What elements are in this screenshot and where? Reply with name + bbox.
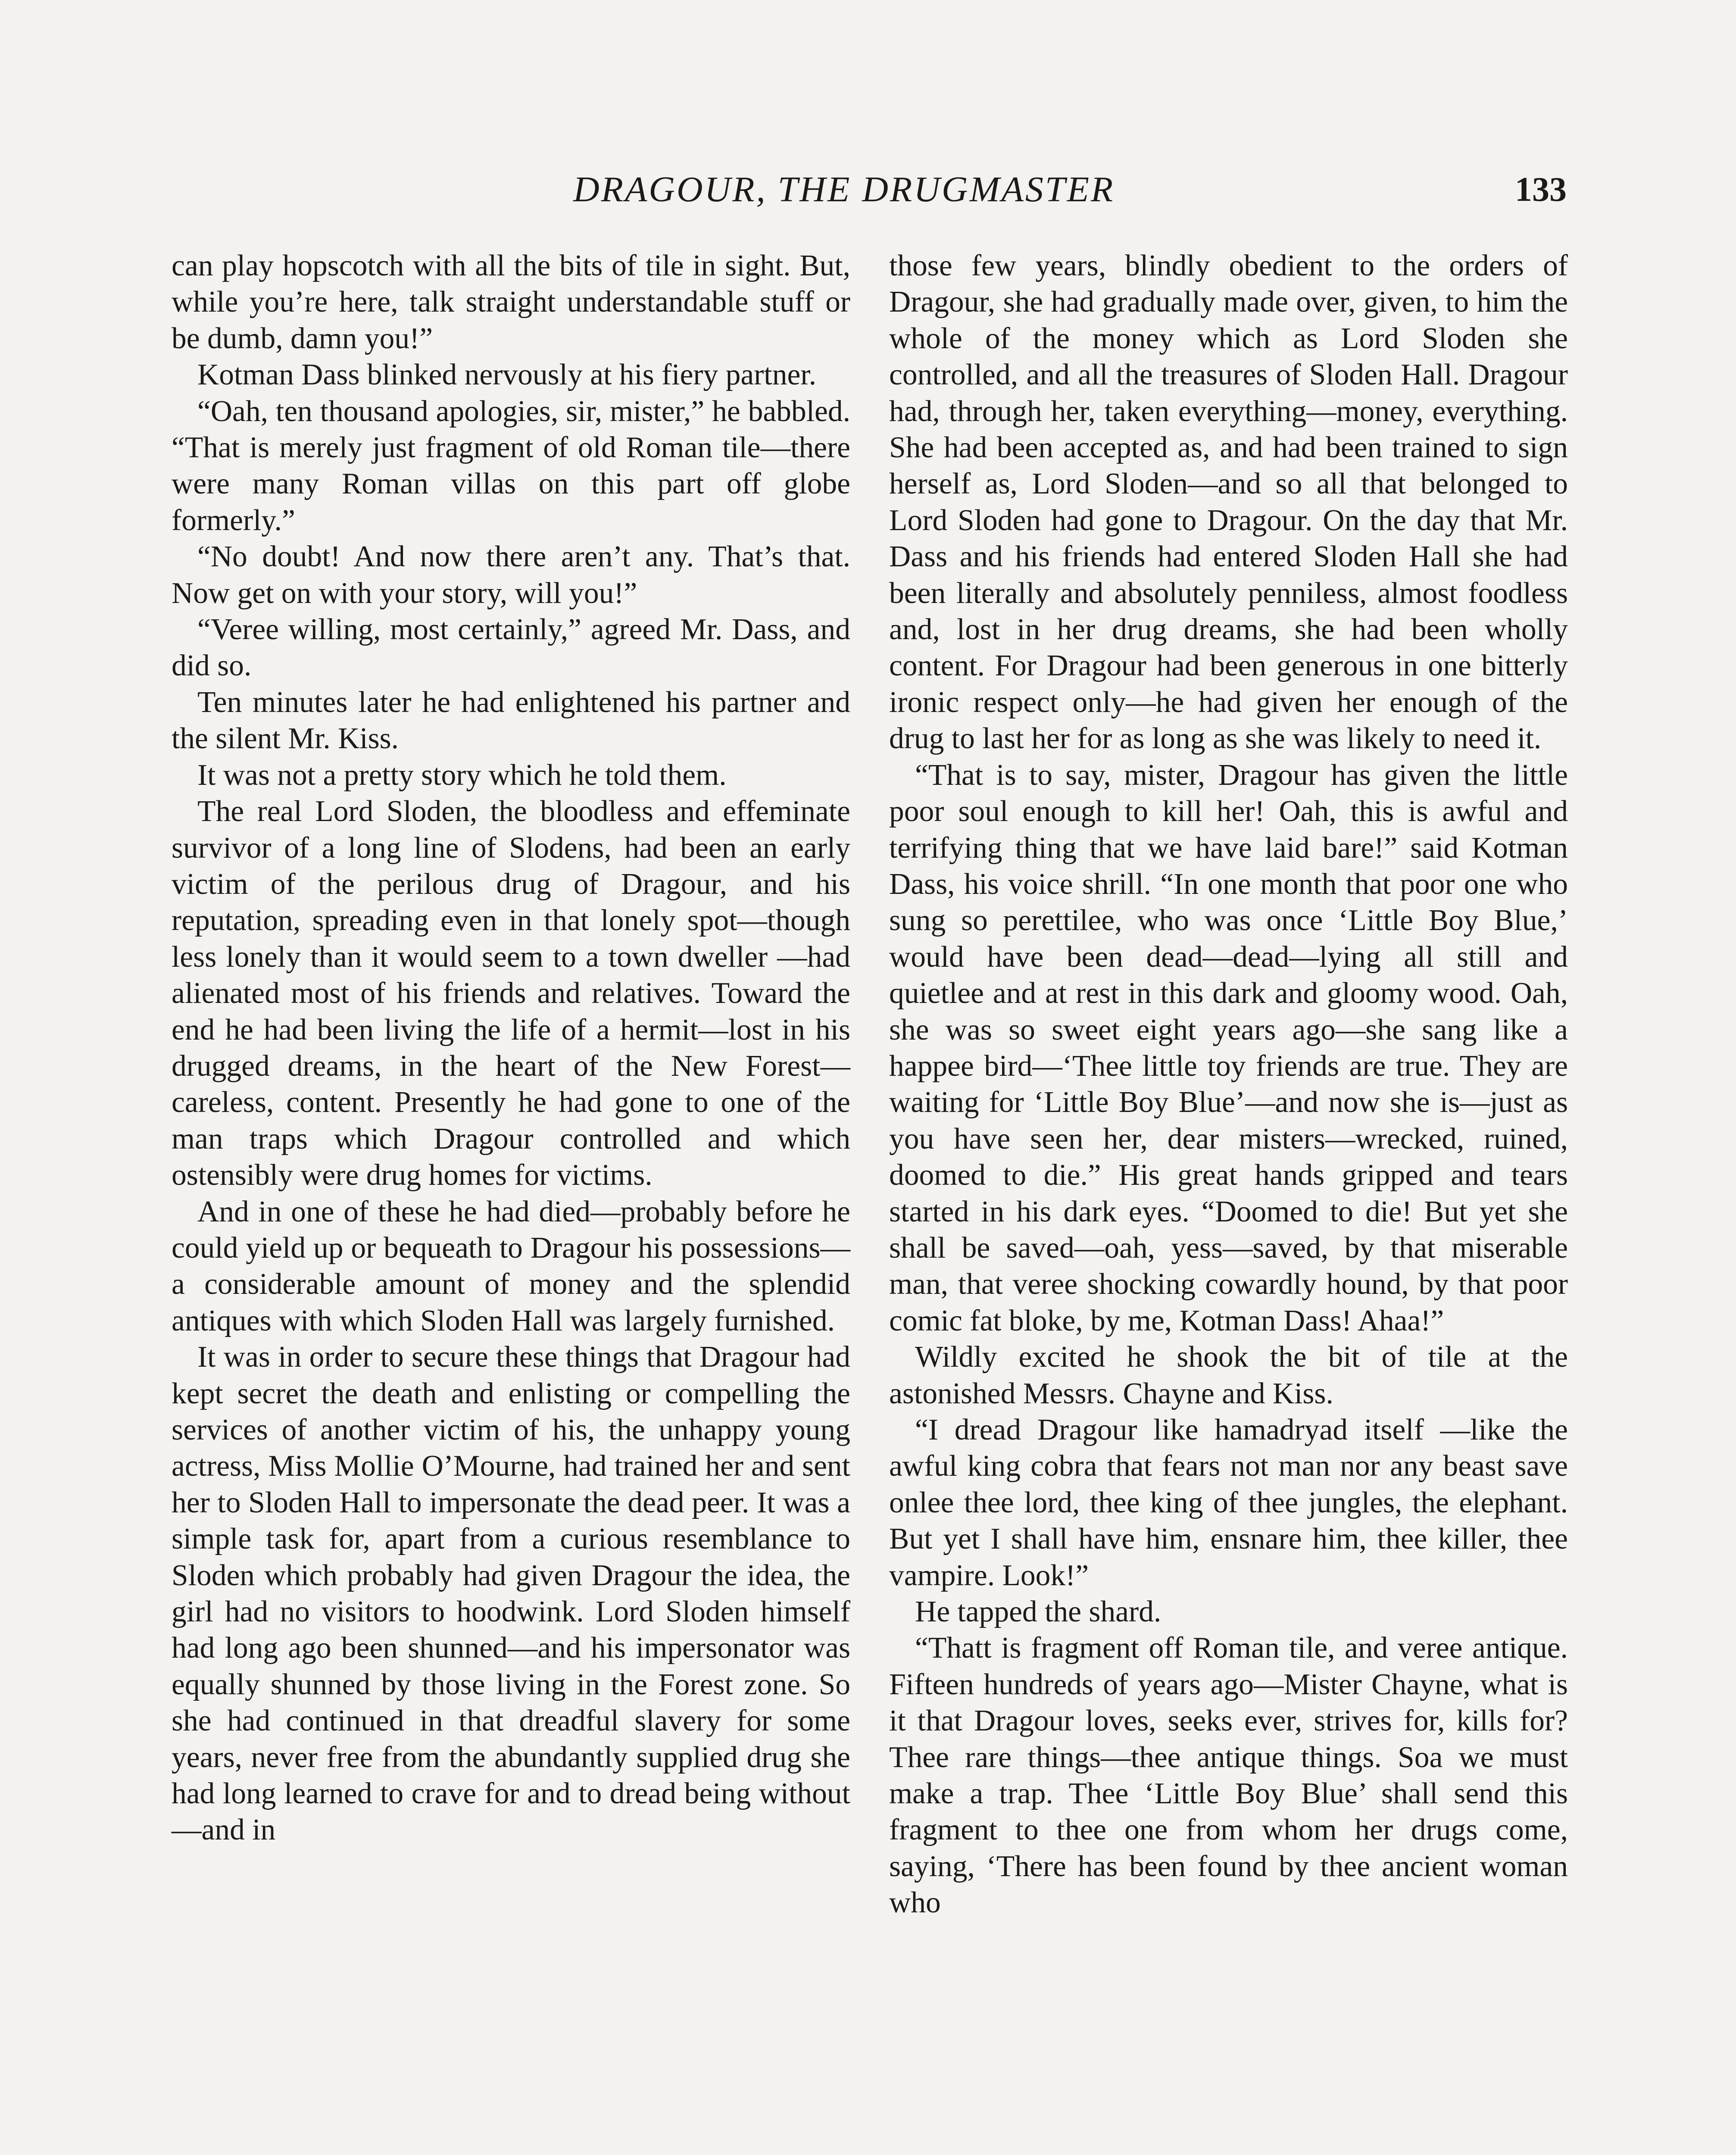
paragraph: Wildly excited he shook the bit of tile at the astonished Messrs. Chayne and Kiss. [889,1340,1568,1410]
paragraph: The real Lord Sloden, the bloodless and effeminate survivor of a long line of Slodens, had been an early victim of the perilous drug of Dragour, and his reputation, spreading even in that lonely spot—though less lonely than it would seem to a town dweller —had alienated most of his friends and relatives. Toward the end he had been living the life of a hermit—lost in his drugged dreams, in the heart of the New Forest—careless, content. Presently he had gone to one of the man traps which Dragour controlled and which ostensibly were drug homes for victims. [172,795,850,1192]
paragraph: those few years, blindly obedient to the orders of Dragour, she had gradually made over, given, to him the whole of the money which as Lord Sloden she controlled, and all the treasures of Sloden Hall. Dragour had, through her, taken everything—money, everything. She had been accepted as, and had been trained to sign herself as, Lord Sloden—and so all that belonged to Lord Sloden had gone to Dragour. On the day that Mr. Dass and his friends had entered Sloden Hall she had been literally and absolutely penniless, almost foodless and, lost in her drug dreams, she had been wholly content. For Dragour had been generous in one bitterly ironic respect only—he had given her enough of the drug to last her for as long as she was likely to need it. [889,249,1568,756]
paragraph: It was not a pretty story which he told them. [197,758,727,792]
running-title: DRAGOUR, THE DRUGMASTER [573,169,1115,209]
paragraph: It was in order to secure these things that Dragour had kept secret the death and enlisting or compelling the services of another victim of his, the unhappy young actress, Miss Mollie O’Mourne, had trained her and sent her to Sloden Hall to impersonate the dead peer. It was a simple task for, apart from a curious resemblance to Sloden which probably had given Dragour the idea, the girl had no visitors to hoodwink. Lord Sloden himself had long ago been shunned—and his impersonator was equally shunned by those living in the Forest zone. So she had continued in that dreadful slavery for some years, never free from the abundantly supplied drug she had long learned to crave for and to dread being without—and in [172,1340,850,1847]
right-column [889,248,1568,1921]
left-column [172,248,850,1849]
paragraph: “Thatt is fragment off Roman tile, and veree antique. Fifteen hundreds of years ago—Mister Chayne, what is it that Dragour loves, seeks ever, strives for, kills for? Thee rare things—thee antique things. Soa we must make a trap. Thee ‘Little Boy Blue’ shall send this fragment to thee one from whom her drugs come, saying, ‘There has been found by thee ancient woman who [889,1631,1568,1920]
paragraph: Ten minutes later he had enlightened his partner and the silent Mr. Kiss. [172,685,850,756]
page-number: 133 [1515,171,1567,209]
paragraph: can play hopscotch with all the bits of tile in sight. But, while you’re here, talk straight understandable stuff or be dumb, damn you!” [172,249,850,355]
paragraph: “I dread Dragour like hamadryad itself —like the awful king cobra that fears not man nor any beast save onlee thee lord, thee king of thee jungles, the elephant. But yet I shall have him, ensnare him, thee killer, thee vampire. Look!” [889,1413,1568,1592]
paragraph: And in one of these he had died—probably before he could yield up or bequeath to Dragour his possessions—a considerable amount of money and the splendid antiques with which Sloden Hall was largely furnished. [172,1195,850,1337]
paragraph: “No doubt! And now there aren’t any. That’s that. Now get on with your story, will you!” [172,540,850,610]
paragraph: Kotman Dass blinked nervously at his fiery partner. [197,358,817,392]
paragraph: He tapped the shard. [915,1595,1161,1629]
paragraph: “Veree willing, most certainly,” agreed Mr. Dass, and did so. [172,613,850,683]
running-header [0,164,1736,216]
paragraph: “That is to say, mister, Dragour has given the little poor soul enough to kill her! Oah, this is awful and terrifying thing that we have laid bare!” said Kotman Dass, his voice shrill. “In one month that poor one who sung so perettilee, who was once ‘Little Boy Blue,’ would have been dead—dead—lying all still and quietlee and at rest in this dark and gloomy wood. Oah, she was so sweet eight years ago—she sang like a happee bird—‘Thee little toy friends are true. They are waiting for ‘Little Boy Blue’—and now she is—just as you have seen her, dear misters—wrecked, ruined, doomed to die.” His great hands gripped and tears started in his dark eyes. “Doomed to die! But yet she shall be saved—oah, yess—saved, by that miserable man, that veree shocking cowardly hound, by that poor comic fat bloke, by me, Kotman Dass! Ahaa!” [889,758,1568,1337]
paragraph: “Oah, ten thousand apologies, sir, mister,” he babbled. “That is merely just fragment of old Roman tile—there were many Roman villas on this part off globe formerly.” [172,394,850,537]
